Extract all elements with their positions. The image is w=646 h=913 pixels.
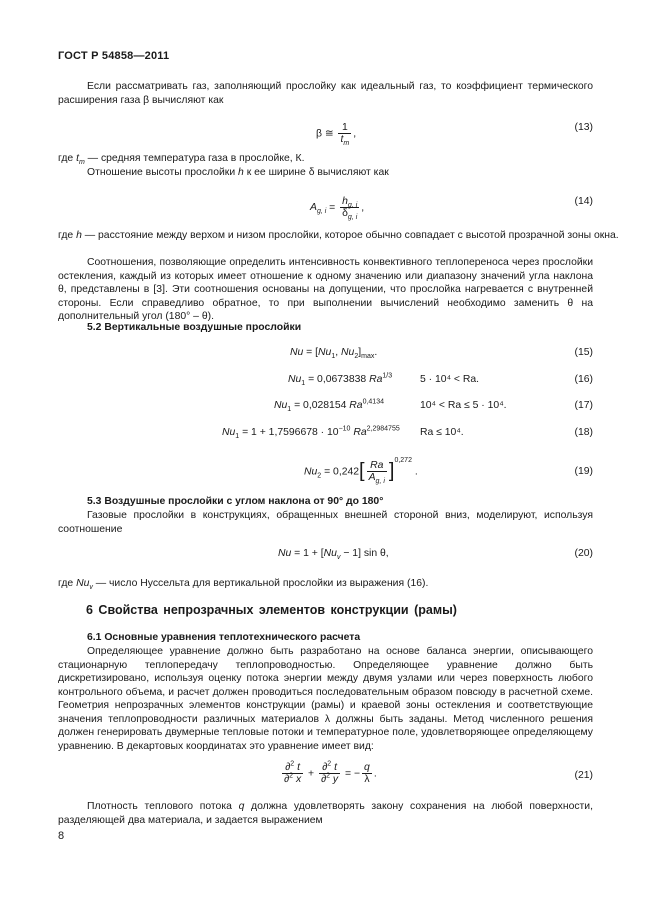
paragraph-inclined-layers: Газовые прослойки в конструкциях, обращенных внешней стороной вниз, моделируют, используя соотношение (58, 510, 593, 535)
equation-number: (15) (574, 347, 593, 358)
paragraph-gas-expansion: Если рассматривать газ, заполняющий прослойку как идеальный газ, то коэффициент термического расширения газа β вычисляют как (58, 81, 593, 106)
equation-13: β ≅ $\frac{1}{t_m}$ , (13) (316, 122, 593, 148)
equation-number: (16) (574, 374, 593, 385)
equation-number: (18) (574, 427, 593, 438)
equation-number: (13) (574, 122, 593, 133)
equation-15: $Nu = [Nu_1$, $Nu_2]_{max}$. (15) (290, 347, 593, 361)
equation-20: $Nu = 1 + [Nu_v - 1]$ sin θ, (20) (278, 548, 593, 562)
equation-16: $Nu_1 = 0,0673838$ $Ra^{1/3}$ 5 · 10⁴ < Ra. (16) (288, 372, 593, 388)
equation-number: (20) (574, 548, 593, 559)
equation-number: (14) (574, 196, 593, 207)
section-heading-6-1: 6.1 Основные уравнения теплотехнического расчета (87, 632, 361, 643)
equation-condition: 5 · 10⁴ < Ra. (420, 374, 480, 385)
equation-number: (21) (574, 770, 593, 781)
equation-19: $Nu_2 = 0,242$[ $\frac{Ra}{A_{g, i}}$ ]$^{0,272}$ . (19) (304, 456, 593, 486)
equation-condition: Ra ≤ 10⁴. (420, 427, 464, 438)
paragraph-governing-equation: Определяющее уравнение должно быть разработано на основе баланса энергии, описывающего стационарную теплопередачу теплопроводностью. Определяющее уравнение должно быть дискретизировано, используя оценку потока энергии между двумя узлами или через поверхность любого контрольного объема, и расчет должен проводиться последовательным образом повсюду в расчетной схеме. Геометрия непрозрачных элементов конструкции (рамы) и краевой зоны остекления и соответствующие значения теплопроводности различных материалов λ должны быть заданы. Метод численного решения должен генерировать двумерные тепловые потоки и температурное поле, удовлетворяющее определяющему уравнению. В декартовых координатах это уравнение имеет вид: (58, 646, 593, 752)
paragraph-aspect-ratio: Отношение высоты прослойки h к ее ширине δ вычисляют как (87, 167, 389, 178)
paragraph-nuv-definition: где $Nu_v$ — число Нуссельта для вертикальной прослойки из выражения (16). (58, 578, 429, 592)
paragraph-correlations: Соотношения, позволяющие определить интенсивность конвективного теплопереноса через прослойки остекления, каждый из которых имеет отношение к одному значению или диапазону значений угла наклона θ, представлены в [3]. Эти соотношения основаны на допущении, что прослойка нагревается с внутренней стороны. Если справедливо обратное, то при выполнении вычислений необходимо заменить θ на дополнительный угол (180° – θ). (58, 257, 593, 322)
section-heading-5-2: 5.2 Вертикальные воздушные прослойки (87, 322, 302, 333)
equation-number: (19) (574, 466, 593, 477)
paragraph-heat-flux: Плотность теплового потока q должна удовлетворять закону сохранения на любой поверхности, разделяющей два материала, и задается выражением (58, 801, 593, 826)
equation-21: $\frac{\partial^2 t}{\partial^2 x}$ + $\frac{\partial^2 t}{\partial^2 y}$ = − $\frac{q}{\lambda}$ . (21) (284, 760, 593, 785)
section-heading-5-3: 5.3 Воздушные прослойки с углом наклона от 90° до 180° (87, 496, 384, 507)
section-heading-6: 6 Свойства непрозрачных элементов конструкции (рамы) (86, 603, 457, 617)
page-number: 8 (58, 830, 65, 842)
document-header: ГОСТ Р 54858—2011 (58, 50, 170, 62)
paragraph-tm-definition: где $t_m$ — средняя температура газа в прослойке, К. (58, 153, 305, 167)
equation-14: $A_{g, i}$ = $\frac{h_{g, i}}{\delta_{g, i}}$ , (14) (310, 196, 593, 222)
equation-17: $Nu_1 = 0,028154$ $Ra^{0,4134}$ 10⁴ < Ra ≤ 5 · 10⁴. (17) (274, 398, 593, 414)
equation-condition: 10⁴ < Ra ≤ 5 · 10⁴. (420, 400, 507, 411)
equation-number: (17) (574, 400, 593, 411)
equation-18: $Nu_1 = 1 + 1,7596678 \cdot 10^{-10}$ $Ra^{2,2984755}$ Ra ≤ 10⁴. (18) (222, 425, 593, 441)
paragraph-h-definition: где h — расстояние между верхом и низом прослойки, которое обычно совпадает с высотой прозрачной зоны окна. (58, 230, 619, 241)
